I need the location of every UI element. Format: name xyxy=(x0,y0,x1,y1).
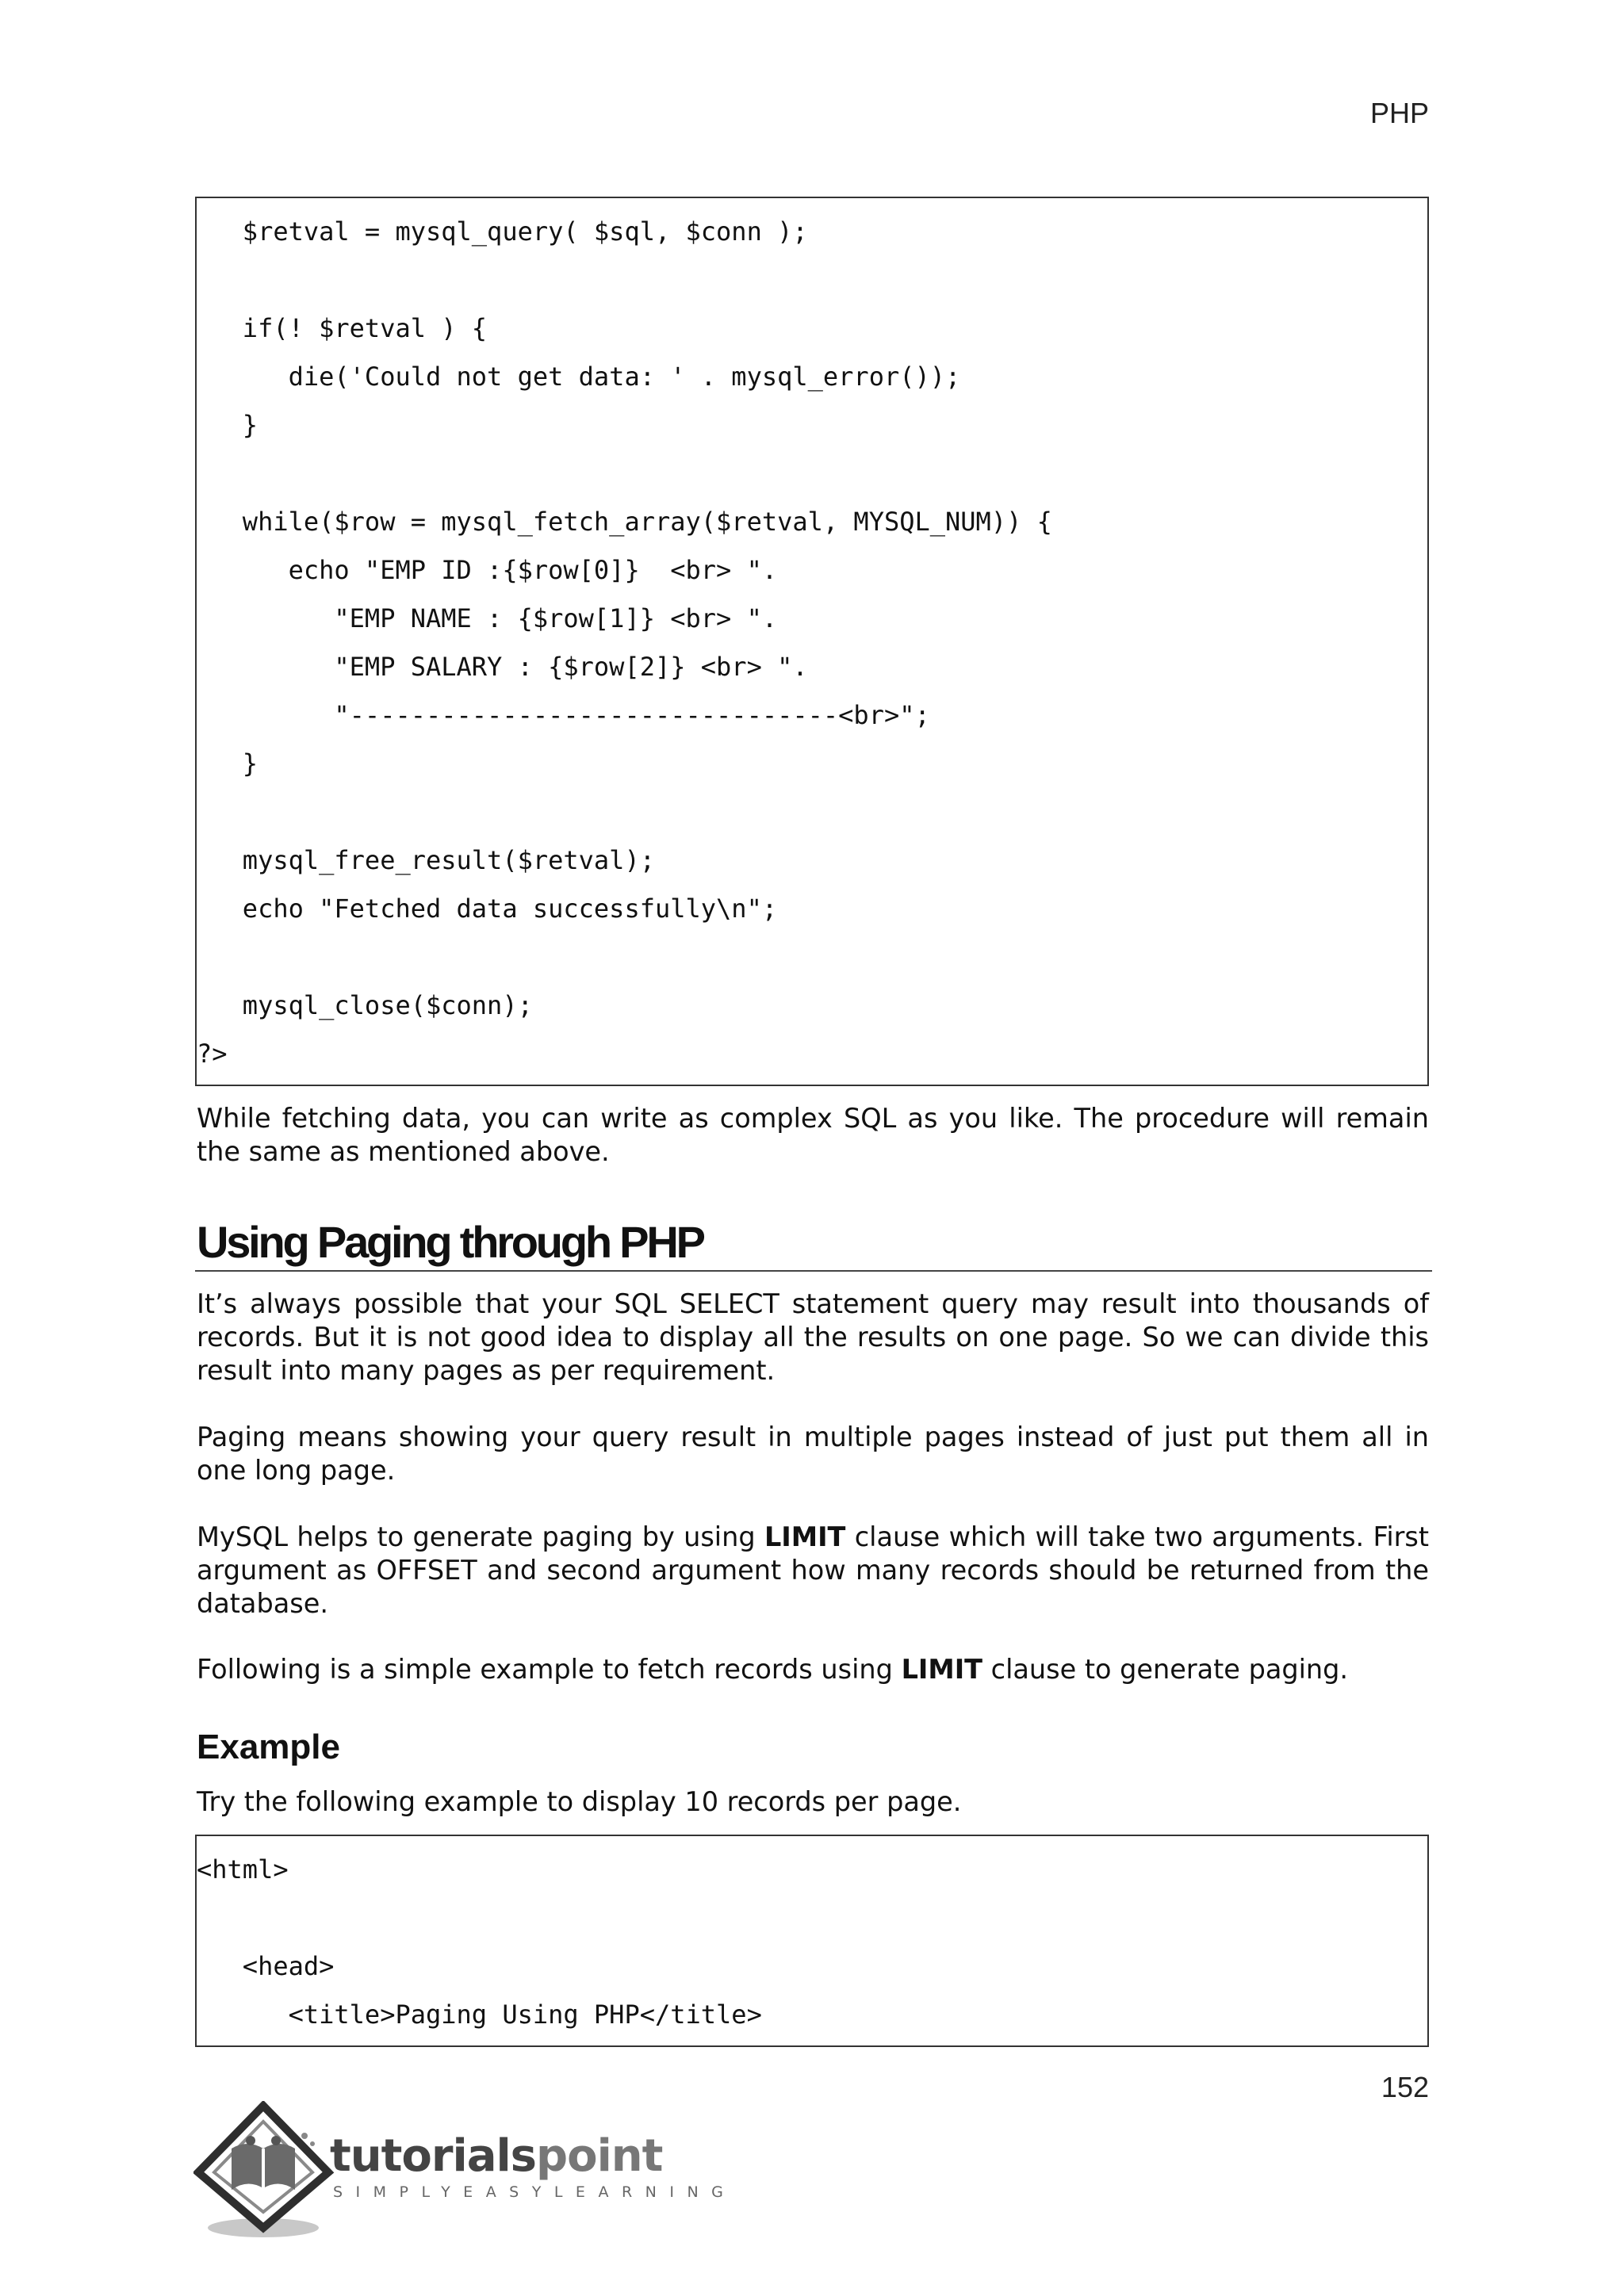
code-line: "EMP NAME : {$row[1]} <br> ". xyxy=(197,603,778,633)
text-run: MySQL helps to generate paging by using xyxy=(197,1521,764,1552)
code-line: echo "Fetched data successfully\n"; xyxy=(197,894,778,924)
code-line: ?> xyxy=(197,1039,228,1069)
heading-underline xyxy=(195,1270,1432,1272)
code-line: <html> xyxy=(197,1854,289,1885)
logo-text-point: point xyxy=(536,2130,663,2182)
paragraph-thousands-records: It’s always possible that your SQL SELECT statement query may result into thousands of records. But it is not good idea to display all the results on one page. So we can divide this result into many pages as per requirement. xyxy=(197,1288,1429,1386)
book-diamond-logo-icon xyxy=(193,2101,336,2244)
text-run: Following is a simple example to fetch records using xyxy=(197,1654,902,1685)
code-line: mysql_close($conn); xyxy=(197,990,533,1020)
code-line: echo "EMP ID :{$row[0]} <br> ". xyxy=(197,555,778,585)
code-line: <head> xyxy=(197,1951,335,1981)
paragraph-paging-meaning: Paging means showing your query result in multiple pages instead of just put them all in one long page. xyxy=(197,1422,1429,1486)
code-line: mysql_free_result($retval); xyxy=(197,845,655,875)
text-run: clause to generate paging. xyxy=(982,1654,1349,1685)
keyword-limit: LIMIT xyxy=(901,1654,983,1685)
section-heading: Using Paging through PHP xyxy=(197,1217,703,1267)
code-block-1 xyxy=(195,197,1429,1086)
paragraph-limit-clause xyxy=(197,1521,1429,1621)
tutorialspoint-logo xyxy=(193,2101,737,2244)
text-run: clause which will take two arguments. First argument as OFFSET and second argument how many records should be returned from the database. xyxy=(197,1521,1429,1619)
code-line: <title>Paging Using PHP</title> xyxy=(197,1999,762,2030)
code-line: $retval = mysql_query( $sql, $conn ); xyxy=(197,216,808,247)
page-header-section: PHP xyxy=(1369,97,1429,129)
code-line: "EMP SALARY : {$row[2]} <br> ". xyxy=(197,652,808,682)
keyword-limit: LIMIT xyxy=(764,1521,846,1552)
code-block-2 xyxy=(195,1835,1429,2047)
code-line: while($row = mysql_fetch_array($retval, MYSQL_NUM)) { xyxy=(197,507,1052,537)
paragraph-limit-example xyxy=(197,1653,1429,1686)
logo-wordmark xyxy=(330,2131,662,2182)
code-line: } xyxy=(197,410,259,440)
code-line: die('Could not get data: ' . mysql_error()); xyxy=(197,362,961,392)
logo-tagline: SIMPLYEASYLEARNING xyxy=(333,2183,737,2201)
page-number: 152 xyxy=(1381,2071,1429,2103)
code-line: } xyxy=(197,748,259,779)
logo-text-tutorials: tutorials xyxy=(330,2130,537,2182)
paragraph-complex-sql: While fetching data, you can write as complex SQL as you like. The procedure will remain the same as mentioned above. xyxy=(197,1103,1429,1167)
example-intro: Try the following example to display 10 records per page. xyxy=(197,1786,962,1817)
example-heading: Example xyxy=(197,1728,340,1766)
code-line: if(! $retval ) { xyxy=(197,313,488,343)
code-line: "--------------------------------<br>"; xyxy=(197,700,930,730)
